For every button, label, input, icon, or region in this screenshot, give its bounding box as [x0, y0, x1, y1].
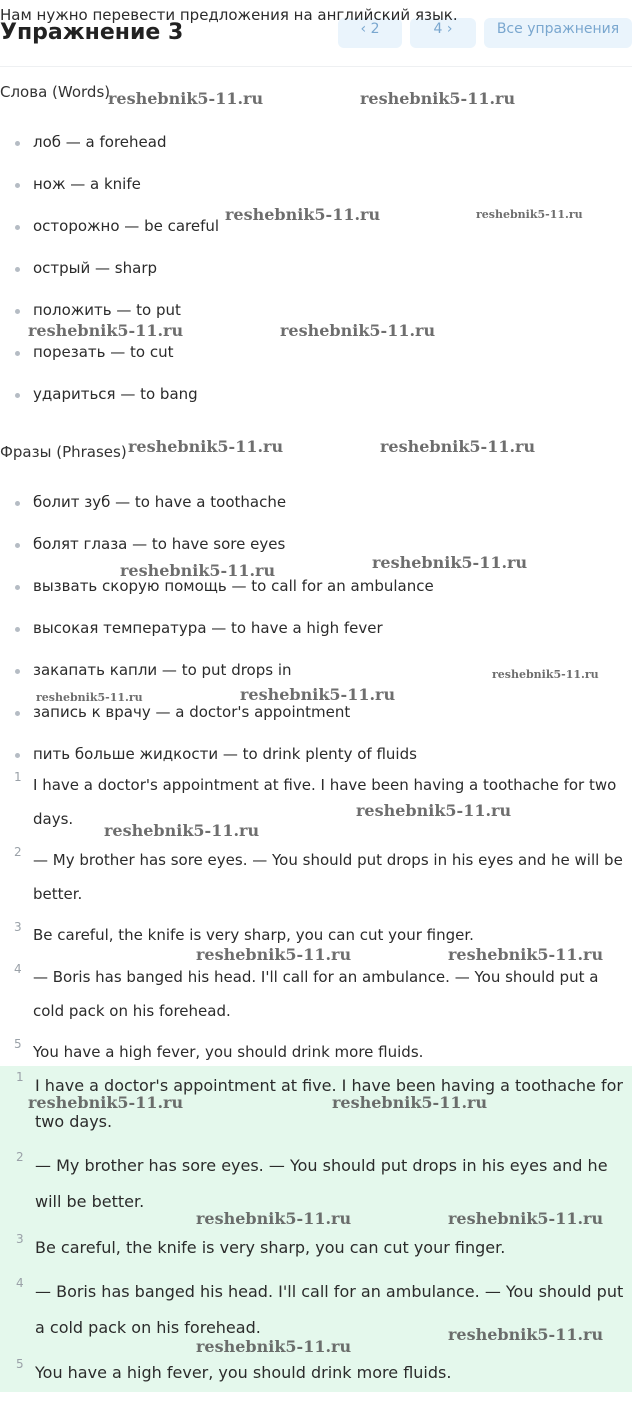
item-number: 4 — [16, 1276, 24, 1290]
watermark: reshebnik5-11.ru — [448, 945, 604, 964]
bullet-icon — [15, 141, 20, 146]
words-section-title: Слова (Words) — [0, 83, 111, 101]
watermark: reshebnik5-11.ru — [280, 321, 436, 340]
bullet-icon — [15, 669, 20, 674]
watermark: reshebnik5-11.ru — [360, 89, 516, 108]
watermark: reshebnik5-11.ru — [332, 1093, 488, 1112]
watermark: reshebnik5-11.ru — [196, 1209, 352, 1228]
sentence-text: You have a high fever, you should drink more fluids. — [33, 1043, 424, 1061]
answer-text: — Boris has banged his head. I'll call for an ambulance. — You should put a cold pack on his forehead. — [35, 1282, 624, 1337]
watermark: reshebnik5-11.ru — [225, 205, 381, 224]
exercise-title: Упражнение 3 — [0, 20, 184, 45]
bullet-icon — [15, 585, 20, 590]
watermark: reshebnik5-11.ru — [28, 1093, 184, 1112]
bullet-icon — [15, 753, 20, 758]
watermark: reshebnik5-11.ru — [448, 1325, 604, 1344]
answer-text: You have a high fever, you should drink more fluids. — [35, 1363, 452, 1382]
watermark: reshebnik5-11.ru — [356, 801, 512, 820]
all-exercises-button[interactable]: Все упражнения — [484, 18, 632, 48]
bullet-icon — [15, 267, 20, 272]
watermark: reshebnik5-11.ru — [380, 437, 536, 456]
bullet-icon — [15, 501, 20, 506]
task-note: Нам нужно перевести предложения на английский язык. — [0, 6, 458, 24]
sentence-text: — Boris has banged his head. I'll call for an ambulance. — You should put a cold pack on his forehead. — [33, 968, 599, 1020]
bullet-icon — [15, 627, 20, 632]
bullet-icon — [15, 711, 20, 716]
watermark: reshebnik5-11.ru — [128, 437, 284, 456]
watermark: reshebnik5-11.ru — [120, 561, 276, 580]
answer-text: I have a doctor's appointment at five. I have been having a toothache for two days. — [35, 1076, 623, 1131]
bullet-icon — [15, 225, 20, 230]
phrases-section-title: Фразы (Phrases) — [0, 443, 127, 461]
item-number: 5 — [14, 1037, 22, 1051]
bullet-icon — [15, 183, 20, 188]
item-number: 3 — [14, 920, 22, 934]
watermark: reshebnik5-11.ru — [196, 945, 352, 964]
item-number: 4 — [14, 962, 22, 976]
answer-text: — My brother has sore eyes. — You should put drops in his eyes and he will be better. — [35, 1156, 608, 1211]
bullet-icon — [15, 393, 20, 398]
answer-text: Be careful, the knife is very sharp, you can cut your finger. — [35, 1238, 506, 1257]
watermark: reshebnik5-11.ru — [104, 821, 260, 840]
bullet-icon — [15, 351, 20, 356]
answer-block — [0, 1066, 632, 1392]
bullet-icon — [15, 309, 20, 314]
item-number: 1 — [16, 1070, 24, 1084]
bullet-icon — [15, 543, 20, 548]
item-number: 2 — [16, 1150, 24, 1164]
watermark: reshebnik5-11.ru — [492, 668, 599, 681]
watermark: reshebnik5-11.ru — [196, 1337, 352, 1356]
watermark: reshebnik5-11.ru — [108, 89, 264, 108]
exercise-header — [0, 18, 632, 67]
watermark: reshebnik5-11.ru — [240, 685, 396, 704]
sentence-text: Be careful, the knife is very sharp, you can cut your finger. — [33, 926, 474, 944]
watermark: reshebnik5-11.ru — [28, 321, 184, 340]
item-number: 5 — [16, 1357, 24, 1371]
sentence-text: — My brother has sore eyes. — You should put drops in his eyes and he will be better. — [33, 851, 623, 903]
item-number: 3 — [16, 1232, 24, 1246]
item-number: 1 — [14, 770, 22, 784]
prev-exercise-button[interactable]: ‹ 2 — [338, 18, 402, 48]
item-number: 2 — [14, 845, 22, 859]
next-exercise-button[interactable]: 4 › — [410, 18, 476, 48]
watermark: reshebnik5-11.ru — [476, 208, 583, 221]
sentence-text: I have a doctor's appointment at five. I have been having a toothache for two days. — [33, 776, 617, 828]
watermark: reshebnik5-11.ru — [448, 1209, 604, 1228]
watermark: reshebnik5-11.ru — [372, 553, 528, 572]
watermark: reshebnik5-11.ru — [36, 691, 143, 704]
